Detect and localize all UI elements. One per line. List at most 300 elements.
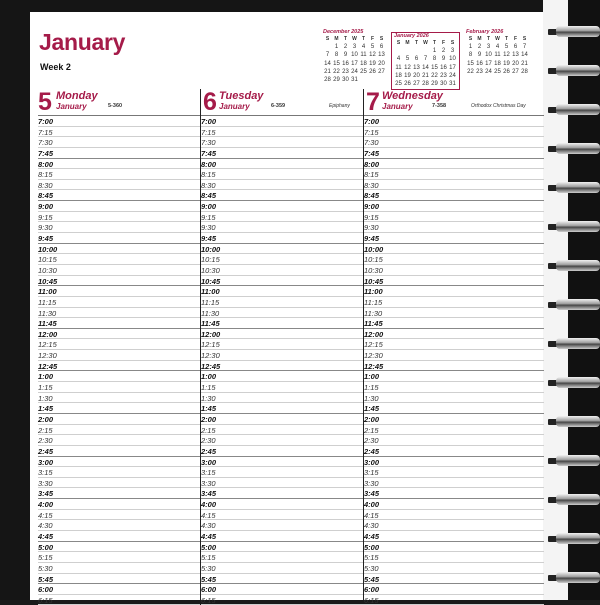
calendar-date: 7 [423,56,428,63]
time-label: 10:15 [201,255,220,265]
time-label: 5:30 [364,563,379,573]
binding-coil [543,490,600,510]
time-slot[interactable] [364,457,544,468]
time-label: 2:15 [38,425,53,435]
time-label: 1:15 [364,383,379,393]
calendar-date: 11 [395,64,402,71]
calendar-date: 3 [486,44,491,50]
time-slot[interactable] [364,148,544,159]
calendar-date: 3 [352,44,357,50]
time-label: 6:15 [364,595,379,605]
time-slot[interactable] [201,499,364,510]
time-label: 1:45 [201,404,217,414]
time-slot[interactable] [364,233,544,244]
time-slot[interactable] [201,574,364,585]
time-slot[interactable] [38,510,200,521]
calendar-date: 4 [361,44,366,50]
time-slot[interactable] [38,382,200,393]
time-slot[interactable] [201,180,364,191]
time-label: 10:45 [364,276,384,286]
time-label: 7:30 [38,138,53,148]
time-slot[interactable] [201,276,364,287]
calendar-date: 27 [378,68,385,75]
calendar-date: 9 [441,56,446,63]
calendar-date: 7 [522,44,527,50]
calendar-date: 28 [422,81,429,88]
calendar-date: 11 [360,52,367,59]
time-label: 11:45 [201,319,220,329]
time-slot[interactable] [364,350,544,361]
calendar-date: 11 [494,52,501,59]
calendar-date [359,76,368,84]
calendar-date: 29 [431,81,438,88]
time-label: 10:30 [364,265,383,275]
time-slot[interactable] [201,201,364,212]
time-label: 4:30 [38,521,53,531]
calendar-date [377,76,386,84]
calendar-date: 30 [342,77,349,84]
time-slot[interactable] [38,308,200,319]
time-slot[interactable] [364,201,544,212]
calendar-date: 30 [440,81,447,88]
time-slot[interactable] [38,403,200,414]
calendar-date: 24 [485,68,492,75]
time-slot[interactable] [38,542,200,553]
mini-calendar-title: January 2026 [394,33,429,39]
time-label: 1:00 [201,372,217,382]
time-slot[interactable] [38,595,200,605]
time-slot[interactable] [364,414,544,425]
holiday-label: Orthodox Christmas Day [471,103,526,109]
calendar-date: 1 [432,48,437,54]
calendar-date [394,47,403,55]
time-slot[interactable] [364,159,544,170]
weekday-label: W [352,36,357,42]
time-slot[interactable] [201,542,364,553]
time-label: 2:30 [364,436,379,446]
time-label: 11:15 [201,297,220,307]
time-slot[interactable] [38,222,200,233]
calendar-date: 23 [440,72,447,79]
time-slot[interactable] [364,382,544,393]
day-month: January [219,102,250,111]
time-slot[interactable] [364,574,544,585]
time-slot[interactable] [38,265,200,276]
time-slot[interactable] [364,584,544,595]
binding-coil [543,61,600,81]
time-slot[interactable] [38,244,200,255]
time-slot[interactable] [364,510,544,521]
time-label: 5:30 [201,563,216,573]
time-slot[interactable] [201,265,364,276]
time-slot[interactable] [364,169,544,180]
time-label: 12:45 [38,361,58,371]
day-number: 6 [203,88,217,116]
calendar-date: 14 [521,52,528,59]
time-label: 5:45 [201,574,217,584]
time-slot[interactable] [201,446,364,457]
time-slot[interactable] [38,457,200,468]
time-slot[interactable] [38,520,200,531]
time-slot[interactable] [38,563,200,574]
mini-calendar-week [394,80,457,88]
calendar-date: 10 [449,56,456,63]
time-slot[interactable] [38,169,200,180]
weekday-label: W [495,36,500,42]
calendar-date: 10 [351,52,358,59]
time-slot[interactable] [364,478,544,489]
time-slot[interactable] [38,276,200,287]
time-slot[interactable] [201,233,364,244]
time-label: 10:45 [201,276,221,286]
time-slot[interactable] [364,308,544,319]
time-label: 1:45 [364,404,380,414]
time-slot[interactable] [38,584,200,595]
calendar-date: 1 [468,44,473,50]
planner-cover-top [0,0,600,12]
time-slot[interactable] [364,446,544,457]
calendar-date: 5 [370,44,375,50]
time-slot[interactable] [201,222,364,233]
time-label: 6:00 [38,585,54,595]
time-slot[interactable] [201,308,364,319]
time-slot[interactable] [201,563,364,574]
mini-calendar-week [466,60,529,68]
time-slot[interactable] [364,552,544,563]
time-slot[interactable] [364,403,544,414]
time-slot[interactable] [201,510,364,521]
time-slot[interactable] [201,403,364,414]
time-slot[interactable] [38,190,200,201]
time-slot[interactable] [201,318,364,329]
day-number: 5 [38,88,52,116]
calendar-date: 7 [325,52,330,59]
time-label: 9:45 [201,234,217,244]
calendar-date: 12 [369,52,376,59]
holiday-label: Epiphany [329,103,350,109]
time-label: 9:00 [201,202,217,212]
time-slot[interactable] [364,488,544,499]
time-slot[interactable] [364,339,544,350]
time-label: 9:30 [201,223,216,233]
time-slot[interactable] [364,520,544,531]
time-slot[interactable] [38,297,200,308]
calendar-date: 14 [324,60,331,67]
time-label: 2:45 [38,446,54,456]
time-slot[interactable] [38,329,200,340]
time-slot[interactable] [201,339,364,350]
weekday-label: W [423,40,428,46]
time-label: 8:15 [201,170,216,180]
calendar-date: 27 [512,68,519,75]
calendar-date: 31 [449,81,456,88]
time-label: 1:30 [201,393,216,403]
mini-calendar-week [466,68,529,76]
time-slot[interactable] [201,393,364,404]
time-slot[interactable] [38,137,200,148]
weekday-label: T [361,36,366,42]
time-label: 3:30 [364,478,379,488]
calendar-date: 19 [503,60,510,67]
calendar-date: 27 [413,81,420,88]
binding-coil [543,22,600,42]
time-slot[interactable] [364,542,544,553]
time-slot[interactable] [201,286,364,297]
binding-coil [543,100,600,120]
time-slot[interactable] [38,531,200,542]
time-slot[interactable] [38,425,200,436]
time-slot[interactable] [364,371,544,382]
calendar-date: 9 [343,52,348,59]
time-slot[interactable] [364,563,544,574]
time-label: 5:45 [364,574,380,584]
time-label: 7:15 [364,127,379,137]
time-label: 10:00 [201,244,221,254]
weekday-label: F [370,36,375,42]
calendar-date: 16 [342,60,349,67]
day-header [38,89,200,116]
time-slot[interactable] [201,329,364,340]
time-slot[interactable] [364,127,544,138]
time-slot[interactable] [364,361,544,372]
time-slot[interactable] [364,190,544,201]
time-label: 5:00 [364,542,380,552]
calendar-date: 1 [334,44,339,50]
time-slot[interactable] [201,531,364,542]
time-label: 10:30 [201,265,220,275]
mini-calendar-weekdays [466,36,529,43]
time-slot[interactable] [38,180,200,191]
time-slot[interactable] [201,371,364,382]
time-slot[interactable] [201,254,364,265]
time-label: 10:15 [38,255,57,265]
time-slot[interactable] [38,552,200,563]
time-slot[interactable] [38,488,200,499]
mini-calendar-week [394,64,457,72]
time-label: 12:00 [201,329,221,339]
time-label: 8:00 [364,159,380,169]
calendar-date: 25 [494,68,501,75]
weekday-label: S [379,36,384,42]
calendar-date: 18 [360,60,367,67]
time-slot[interactable] [364,265,544,276]
time-label: 4:00 [201,500,217,510]
weekday-label: F [441,40,446,46]
time-label: 4:45 [38,531,54,541]
mini-calendar-week [323,51,386,59]
time-label: 6:15 [201,595,216,605]
time-slot[interactable] [38,233,200,244]
day-count: 7-358 [432,103,447,109]
time-slot[interactable] [364,435,544,446]
calendar-date: 14 [422,64,429,71]
calendar-date: 5 [405,56,410,63]
time-slot[interactable] [201,584,364,595]
day-month: January [382,102,413,111]
binding-coil [543,568,600,588]
time-label: 10:00 [364,244,384,254]
mini-calendar-week [323,76,386,84]
time-label: 11:30 [364,308,383,318]
time-slot[interactable] [364,467,544,478]
time-slot[interactable] [201,520,364,531]
time-slot[interactable] [201,190,364,201]
time-slot[interactable] [201,414,364,425]
time-label: 12:00 [364,329,384,339]
time-slot[interactable] [38,212,200,223]
calendar-date: 24 [449,72,456,79]
time-slot[interactable] [201,244,364,255]
time-slot[interactable] [364,180,544,191]
time-slot[interactable] [201,467,364,478]
time-label: 11:00 [201,287,220,297]
time-label: 10:45 [38,276,58,286]
time-label: 5:30 [38,563,53,573]
time-slots [364,116,544,605]
weekday-label: T [486,36,491,42]
calendar-date: 25 [360,68,367,75]
time-slot[interactable] [201,116,364,127]
time-slot[interactable] [38,478,200,489]
time-label: 7:15 [38,127,53,137]
time-slot[interactable] [364,499,544,510]
binding-coil [543,412,600,432]
time-slot[interactable] [364,297,544,308]
time-label: 2:00 [201,414,217,424]
time-label: 7:00 [201,117,217,126]
time-slot[interactable] [201,425,364,436]
time-slot[interactable] [38,361,200,372]
time-label: 5:00 [38,542,54,552]
mini-calendar-week [394,47,457,55]
time-slot[interactable] [38,371,200,382]
time-label: 1:45 [38,404,54,414]
time-slot[interactable] [364,212,544,223]
time-slot[interactable] [201,159,364,170]
binding-coil [543,373,600,393]
time-label: 4:45 [364,531,380,541]
time-slot[interactable] [201,382,364,393]
time-slot[interactable] [38,574,200,585]
time-label: 6:00 [201,585,217,595]
time-slot[interactable] [201,552,364,563]
time-slot[interactable] [38,446,200,457]
calendar-date: 26 [369,68,376,75]
time-slot[interactable] [201,595,364,605]
time-slot[interactable] [38,148,200,159]
time-slot[interactable] [364,276,544,287]
time-slot[interactable] [38,467,200,478]
time-label: 1:00 [364,372,380,382]
day-name: Wednesday [382,90,443,102]
time-label: 3:00 [38,457,54,467]
day-header [364,89,544,116]
time-slot[interactable] [38,393,200,404]
time-label: 3:15 [364,468,379,478]
time-label: 8:30 [201,180,216,190]
calendar-date: 21 [422,72,429,79]
time-label: 12:45 [364,361,384,371]
calendar-date: 24 [351,68,358,75]
mini-calendar-week [323,60,386,68]
time-slot[interactable] [38,339,200,350]
time-label: 7:00 [38,117,54,126]
time-slot[interactable] [364,222,544,233]
time-label: 12:00 [38,329,58,339]
time-label: 11:00 [38,287,57,297]
time-label: 11:45 [364,319,383,329]
time-label: 4:15 [201,510,216,520]
mini-calendar-week [394,55,457,63]
time-slot[interactable] [38,435,200,446]
time-slot[interactable] [38,159,200,170]
time-label: 3:45 [201,489,217,499]
time-slot[interactable] [38,414,200,425]
time-slot[interactable] [201,350,364,361]
time-slot[interactable] [364,393,544,404]
time-slot[interactable] [201,297,364,308]
time-slot[interactable] [38,127,200,138]
day-month: January [56,102,87,111]
time-label: 9:15 [38,212,53,222]
time-label: 9:00 [38,202,54,212]
time-label: 9:45 [38,234,54,244]
time-slot[interactable] [38,499,200,510]
time-label: 2:15 [201,425,216,435]
time-slot[interactable] [364,254,544,265]
time-slot[interactable] [364,244,544,255]
time-label: 10:30 [38,265,57,275]
time-slot[interactable] [201,137,364,148]
mini-calendar-week [466,51,529,59]
time-slot[interactable] [38,116,200,127]
time-slot[interactable] [201,127,364,138]
time-slot[interactable] [38,254,200,265]
mini-calendar-title: February 2026 [466,29,504,35]
time-label: 8:00 [201,159,217,169]
calendar-date: 15 [431,64,438,71]
time-slot[interactable] [364,531,544,542]
time-slot[interactable] [201,148,364,159]
day-count: 5-360 [108,103,123,109]
time-slot[interactable] [38,201,200,212]
time-slot[interactable] [364,318,544,329]
time-slot[interactable] [201,169,364,180]
time-slot[interactable] [364,137,544,148]
day-header [201,89,364,116]
time-slot[interactable] [201,488,364,499]
time-label: 8:15 [38,170,53,180]
time-label: 5:45 [38,574,54,584]
time-slot[interactable] [364,595,544,605]
time-slot[interactable] [201,478,364,489]
time-slot[interactable] [38,350,200,361]
time-slot[interactable] [201,212,364,223]
weekday-label: M [477,36,482,42]
time-slot[interactable] [364,425,544,436]
time-slot[interactable] [201,435,364,446]
time-slot[interactable] [38,286,200,297]
time-slot[interactable] [364,116,544,127]
time-slot[interactable] [38,318,200,329]
time-slot[interactable] [201,361,364,372]
time-label: 1:00 [38,372,54,382]
time-slot[interactable] [364,286,544,297]
day-name: Tuesday [219,90,264,102]
time-slot[interactable] [364,329,544,340]
time-label: 3:00 [201,457,217,467]
time-slot[interactable] [201,457,364,468]
